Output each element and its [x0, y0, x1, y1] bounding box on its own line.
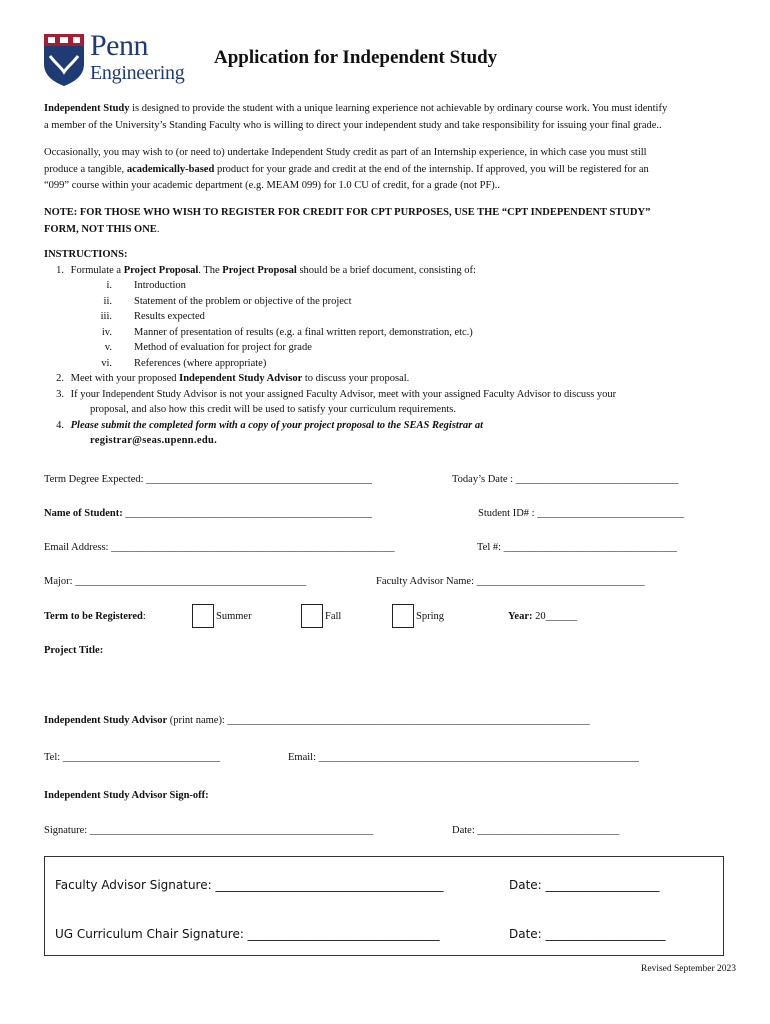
advisor-email-field[interactable]: Email: _____________________________________________________________ — [288, 752, 639, 763]
email-address-field[interactable]: Email Address: ______________________________________________________ — [44, 542, 395, 553]
penn-engineering-logo — [44, 29, 190, 92]
spring-label: Spring — [416, 611, 445, 622]
fall-label: Fall — [325, 611, 342, 622]
instructions: INSTRUCTIONS: 1. Formulate a Project Proposal. The Project Proposal should be a brief document, consisting of: i. Introduction ii. Statement of the problem or objective of the project iii. Results expected iv. Manner of presentation of results (e.g. a final written report, demonstration, etc.) v. Method of evaluation for project for grade vi. References (where appropriate) 2. Meet with your proposed Independent Study Advisor to discuss your proposal. 3. If your Independent Study Advisor is not your assigned Faculty Advisor, meet with your assigned Faculty Advisor to discuss your proposal, and also how this credit will be used to satisfy your curriculum requirements. 4. Please submit the completed form with a copy of your project proposal to the SEAS Registrar at registrar@seas.upenn.edu. — [44, 247, 734, 449]
summer-label: Summer — [216, 611, 252, 622]
faculty-advisor-date-field[interactable]: Date: ___________________ — [509, 878, 660, 892]
office-signature-box — [44, 856, 724, 956]
advisor-tel-field[interactable]: Tel: ______________________________ — [44, 752, 221, 763]
page-title: Application for Independent Study — [214, 47, 498, 68]
sub-item-ii: ii. Statement of the problem or objective of the project — [103, 295, 352, 307]
ug-chair-date-field[interactable]: Date: ____________________ — [509, 927, 666, 941]
instruction-item-1: 1. Formulate a Project Proposal. The Project Proposal should be a brief document, consisting of: — [56, 264, 476, 276]
ug-chair-signature-field[interactable]: UG Curriculum Chair Signature: ________________________________ — [55, 927, 440, 941]
advisor-signature-date-field[interactable]: Date: ___________________________ — [452, 825, 620, 836]
summer-checkbox[interactable] — [192, 604, 214, 628]
sub-item-vi: vi. References (where appropriate) — [101, 357, 267, 369]
student-name-field[interactable]: Name of Student: _______________________________________________ — [44, 508, 373, 519]
faculty-advisor-signature-field[interactable]: Faculty Advisor Signature: ______________________________________ — [55, 878, 444, 892]
logo-engineering: Engineering — [90, 62, 185, 84]
sub-item-i: i. Introduction — [106, 280, 186, 291]
fall-checkbox[interactable] — [301, 604, 323, 628]
student-id-field[interactable]: Student ID# : ____________________________ — [478, 508, 685, 519]
instruction-item-2: 2. Meet with your proposed Independent Study Advisor to discuss your proposal. — [56, 373, 410, 384]
major-field[interactable]: Major: ____________________________________________ — [44, 576, 307, 587]
advisor-signature-field[interactable]: Signature: ______________________________________________________ — [44, 825, 374, 836]
intro-paragraph-2: Occasionally, you may wish to (or need to) undertake Independent Study credit as part of an Internship experience, in which case you must still produce a tangible, academically-based product for your grade and credit at the end of the internship. If approved, you will be registered for an “099” course within your academic department (e.g. MEAM 099) for 1.0 CU of credit, for a grade (not PF).. — [44, 147, 649, 191]
registrar-email: registrar@seas.upenn.edu. — [90, 435, 218, 446]
instruction-item-4: 4. Please submit the completed form with a copy of your project proposal to the SEAS Registrar at — [56, 419, 484, 431]
todays-date-field[interactable]: Today’s Date : _______________________________ — [452, 474, 679, 485]
advisor-print-name-field[interactable]: Independent Study Advisor (print name): _____________________________________________________________________ — [44, 715, 590, 726]
penn-shield-icon — [44, 34, 84, 86]
logo-penn: Penn — [90, 29, 148, 62]
revision-note: Revised September 2023 — [641, 964, 736, 974]
advisor-signoff-heading: Independent Study Advisor Sign-off: — [44, 790, 209, 801]
intro-bold-term: Independent Study — [44, 103, 130, 114]
sub-item-iii: iii. Results expected — [100, 311, 205, 322]
faculty-advisor-name-field[interactable]: Faculty Advisor Name: ________________________________ — [376, 576, 645, 587]
project-title-label: Project Title: — [44, 645, 104, 656]
term-label: Term to be Registered: — [44, 611, 146, 622]
term-degree-expected-field[interactable]: Term Degree Expected: ___________________________________________ — [44, 474, 372, 485]
sub-item-v: v. Method of evaluation for project for grade — [104, 342, 312, 353]
instructions-heading: INSTRUCTIONS: — [44, 249, 128, 260]
sub-item-iv: iv. Manner of presentation of results (e.g. a final written report, demonstration, etc.) — [101, 326, 473, 338]
year-field[interactable]: Year: 20______ — [508, 611, 578, 622]
instruction-item-3: 3. If your Independent Study Advisor is not your assigned Faculty Advisor, meet with your assigned Faculty Advisor to discuss your — [56, 388, 617, 400]
intro-paragraph-1: Independent Study is designed to provide the student with a unique learning experience not achievable by ordinary course work. You must identify a member of the University’s Standing Faculty who is willing to direct your independent study and take responsibility for issuing your final grade.. — [44, 103, 668, 131]
spring-checkbox[interactable] — [392, 604, 414, 628]
cpt-note: NOTE: FOR THOSE WHO WISH TO REGISTER FOR CREDIT FOR CPT PURPOSES, USE THE “CPT INDEPENDENT STUDY” FORM, NOT THIS ONE. — [44, 207, 651, 235]
tel-field[interactable]: Tel #: _________________________________ — [477, 542, 677, 553]
